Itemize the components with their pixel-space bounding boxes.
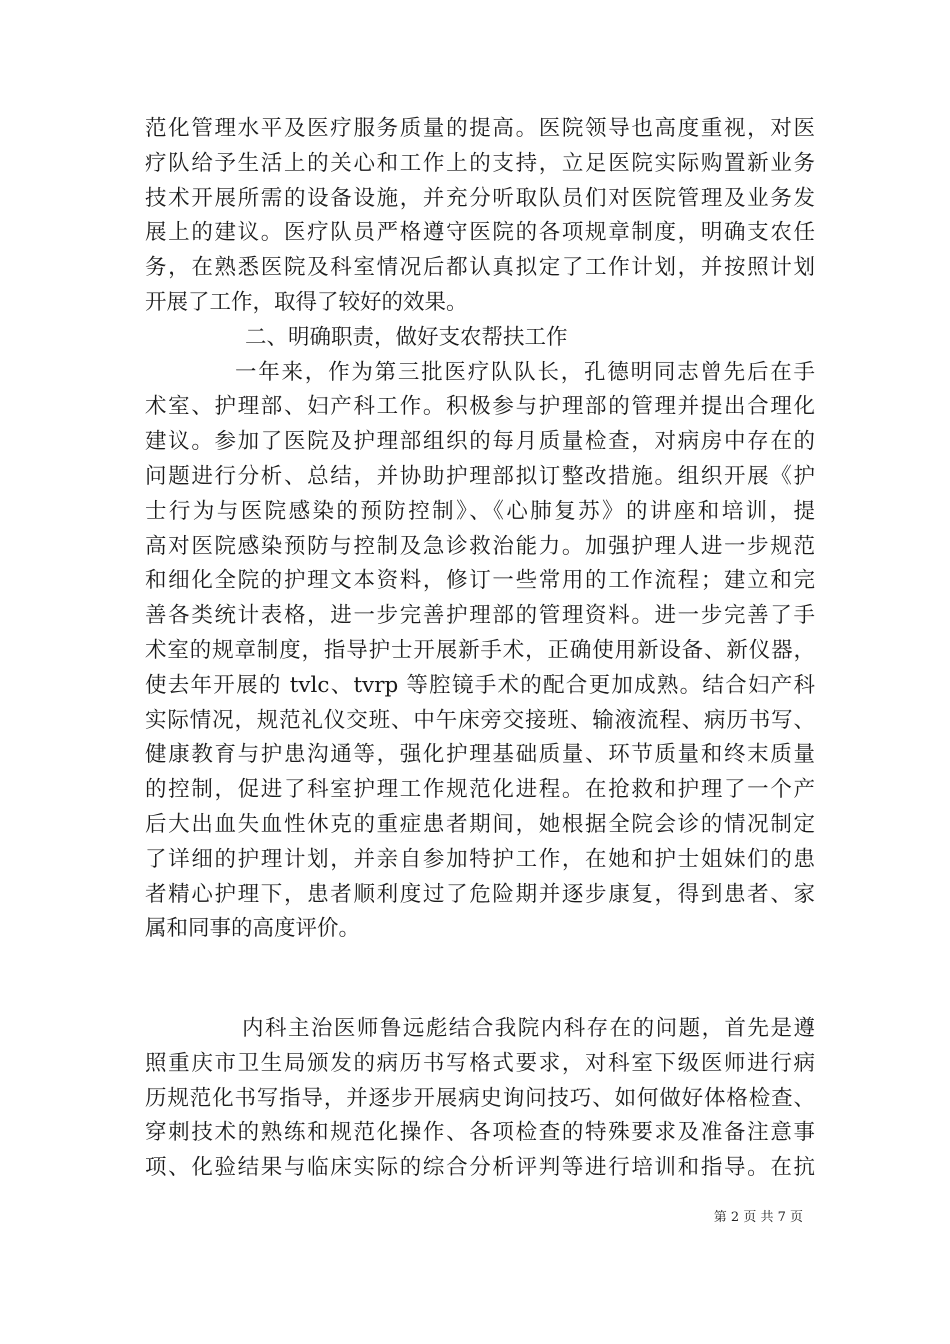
text-line: 的控制，促进了科室护理工作规范化进程。在抢救和护理了一个产 bbox=[145, 777, 815, 803]
section-heading: 二、明确职责，做好支农帮扶工作 bbox=[245, 324, 568, 350]
text-line: 建议。参加了医院及护理部组织的每月质量检查，对病房中存在的 bbox=[145, 429, 815, 455]
text-line: 问题进行分析、总结，并协助护理部拟订整改措施。组织开展《护 bbox=[145, 463, 815, 489]
text-line: 高对医院感染预防与控制及急诊救治能力。加强护理人进一步规范 bbox=[145, 533, 815, 559]
text-line: 属和同事的高度评价。 bbox=[145, 916, 361, 942]
body-text-continued bbox=[145, 1012, 815, 1186]
text-line: 后大出血失血性休克的重症患者期间，她根据全院会诊的情况制定 bbox=[145, 811, 815, 837]
text-line: 内科主治医师鲁远彪结合我院内科存在的问题，首先是遵 bbox=[242, 1016, 815, 1041]
text-line: 健康教育与护患沟通等，强化护理基础质量、环节质量和终末质量 bbox=[145, 742, 815, 768]
text-line: 开展了工作，取得了较好的效果。 bbox=[145, 289, 468, 315]
text-line: 疗队给予生活上的关心和工作上的支持，立足医院实际购置新业务 bbox=[145, 150, 815, 176]
text-line: 照重庆市卫生局颁发的病历书写格式要求，对科室下级医师进行病 bbox=[145, 1050, 815, 1076]
text-line: 使去年开展的 tvlc、tvrp 等腔镜手术的配合更加成熟。结合妇产科 bbox=[145, 672, 815, 698]
text-line: 展上的建议。医疗队员严格遵守医院的各项规章制度，明确支农任 bbox=[145, 220, 815, 246]
text-line: 士行为与医院感染的预防控制》、《心肺复苏》的讲座和培训，提 bbox=[145, 498, 815, 524]
text-line: 了详细的护理计划，并亲自参加特护工作，在她和护士姐妹们的患 bbox=[145, 846, 815, 872]
page-number: 第 2 页 共 7 页 bbox=[713, 1210, 803, 1225]
text-line: 技术开展所需的设备设施，并充分听取队员们对医院管理及业务发 bbox=[145, 185, 815, 211]
text-line: 实际情况，规范礼仪交班、中午床旁交接班、输液流程、病历书写、 bbox=[145, 707, 815, 733]
text-line: 术室、护理部、妇产科工作。积极参与护理部的管理并提出合理化 bbox=[145, 394, 815, 420]
text-line: 术室的规章制度，指导护士开展新手术，正确使用新设备、新仪器， bbox=[145, 637, 815, 663]
text-line: 和细化全院的护理文本资料，修订一些常用的工作流程；建立和完 bbox=[145, 568, 815, 594]
text-line: 穿刺技术的熟练和规范化操作、各项检查的特殊要求及准备注意事 bbox=[145, 1120, 815, 1146]
text-line: 范化管理水平及医疗服务质量的提高。医院领导也高度重视，对医 bbox=[145, 116, 815, 141]
text-line: 者精心护理下，患者顺利度过了危险期并逐步康复，得到患者、家 bbox=[145, 881, 815, 907]
body-text bbox=[145, 112, 815, 947]
text-line: 项、化验结果与临床实际的综合分析评判等进行培训和指导。在抗 bbox=[145, 1155, 815, 1181]
text-line: 一年来，作为第三批医疗队队长，孔德明同志曾先后在手 bbox=[235, 359, 815, 385]
text-line: 务，在熟悉医院及科室情况后都认真拟定了工作计划，并按照计划 bbox=[145, 255, 815, 281]
text-line: 历规范化书写指导，并逐步开展病史询问技巧、如何做好体格检查、 bbox=[145, 1085, 815, 1111]
text-line: 善各类统计表格，进一步完善护理部的管理资料。进一步完善了手 bbox=[145, 603, 815, 629]
